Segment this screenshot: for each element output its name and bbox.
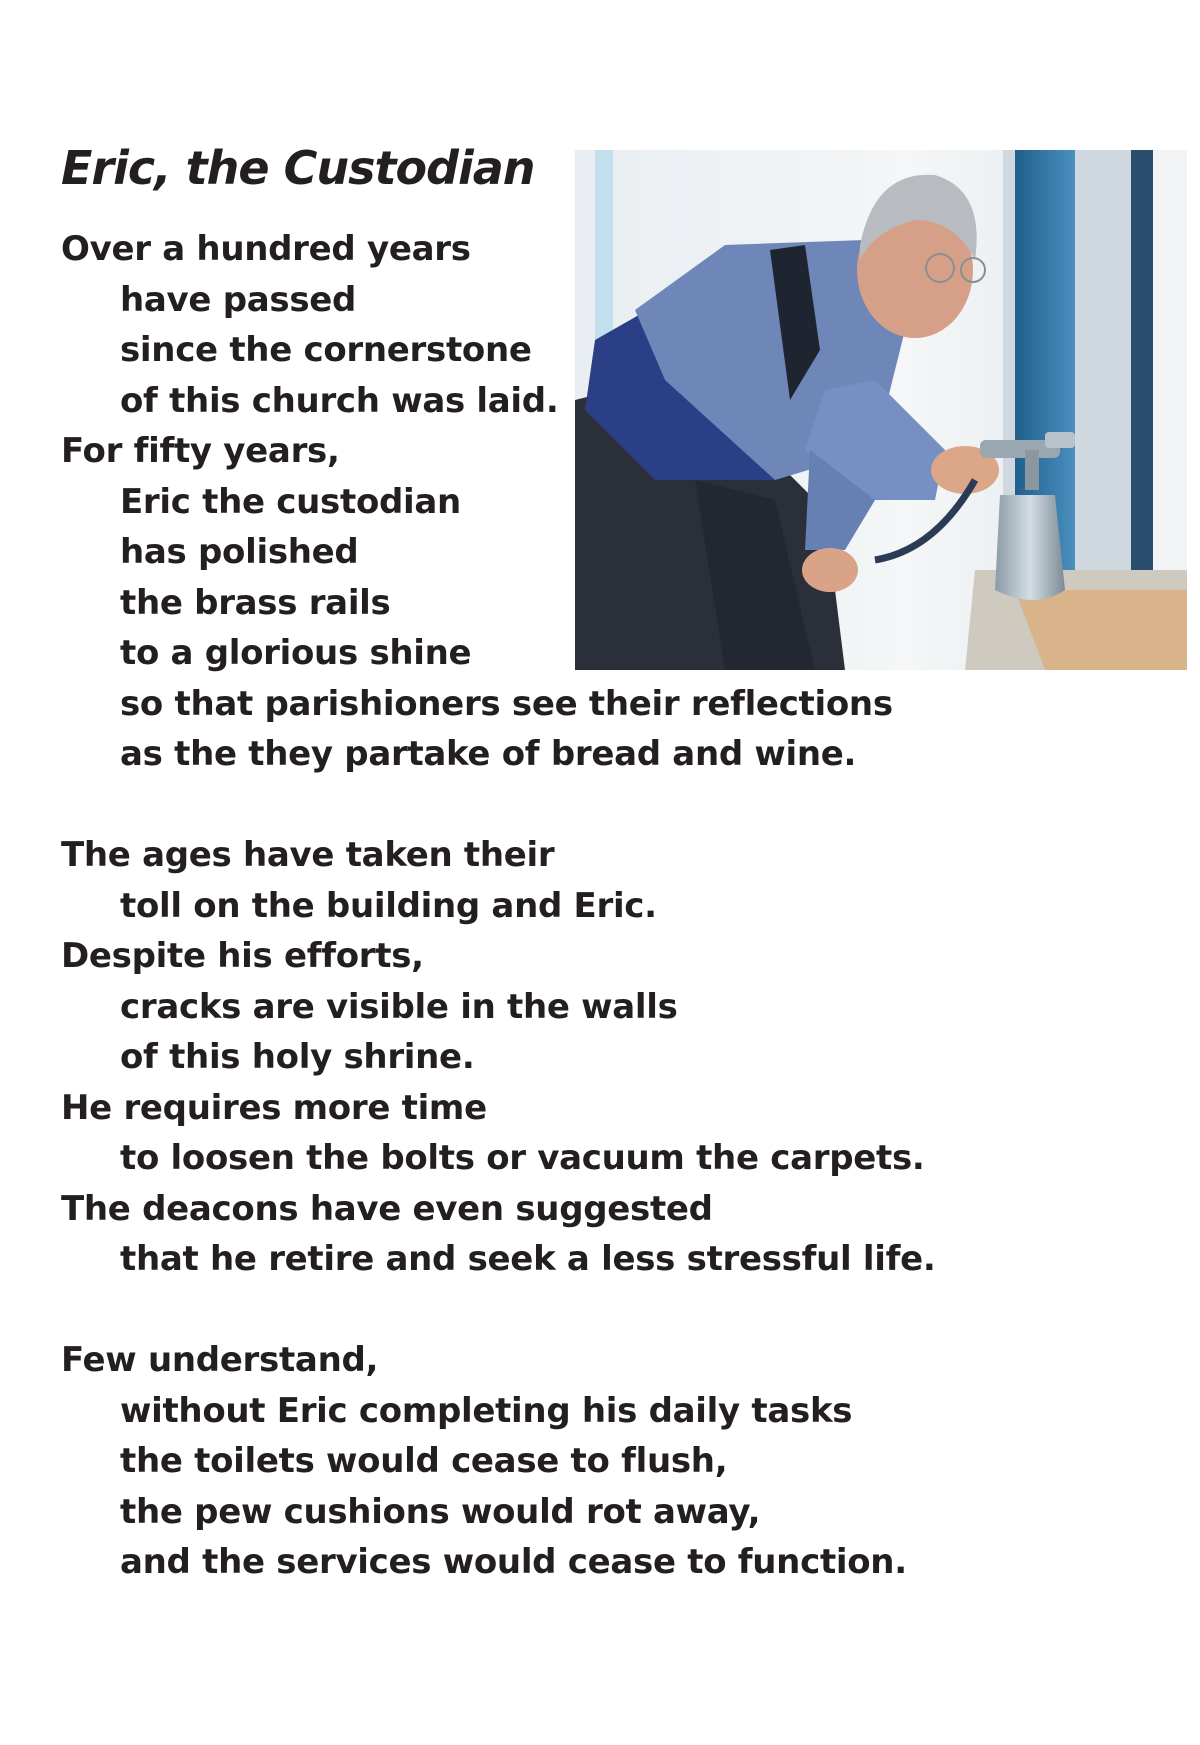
- poem-line: has polished: [120, 532, 359, 572]
- stanza-3: [61, 1335, 1121, 1588]
- poem-line: since the cornerstone: [120, 330, 532, 370]
- poem-line: so that parishioners see their reflections: [120, 683, 893, 724]
- stanza-2: [61, 830, 1121, 1285]
- poem-line: Over a hundred years: [61, 229, 471, 269]
- poem-line: without Eric completing his daily tasks: [120, 1390, 853, 1431]
- poem-line: cracks are visible in the walls: [120, 986, 678, 1027]
- poem-line: He requires more time: [61, 1087, 487, 1128]
- poem-line: Eric the custodian: [120, 481, 461, 522]
- poem-body: [61, 224, 1121, 1588]
- poem-line: The ages have taken their: [61, 835, 555, 875]
- poem-line: The deacons have even suggested: [61, 1188, 713, 1229]
- poem-line: and the services would cease to function.: [120, 1542, 907, 1582]
- poem-line: to a glorious shine: [120, 633, 472, 673]
- poem-line: have passed: [120, 279, 357, 320]
- poem-line: to loosen the bolts or vacuum the carpets.: [120, 1138, 925, 1178]
- poem-title: Eric, the Custodian: [61, 141, 535, 195]
- poem-line: toll on the building and Eric.: [120, 885, 657, 926]
- poem-line: For fifty years,: [61, 431, 340, 471]
- poem-line: the brass rails: [120, 582, 391, 623]
- poem-line: of this church was laid.: [120, 380, 559, 421]
- stanza-break: [61, 780, 1121, 831]
- stanza-1: [61, 224, 1121, 780]
- poem-line: as the they partake of bread and wine.: [120, 734, 857, 774]
- poem-line: the pew cushions would rot away,: [120, 1491, 761, 1532]
- poem-line: the toilets would cease to flush,: [120, 1441, 728, 1481]
- poem-line: Few understand,: [61, 1340, 379, 1380]
- poem-line: of this holy shrine.: [120, 1037, 475, 1077]
- poem-line: that he retire and seek a less stressful life.: [120, 1239, 936, 1279]
- poem-line: Despite his efforts,: [61, 936, 424, 976]
- stanza-break: [61, 1285, 1121, 1336]
